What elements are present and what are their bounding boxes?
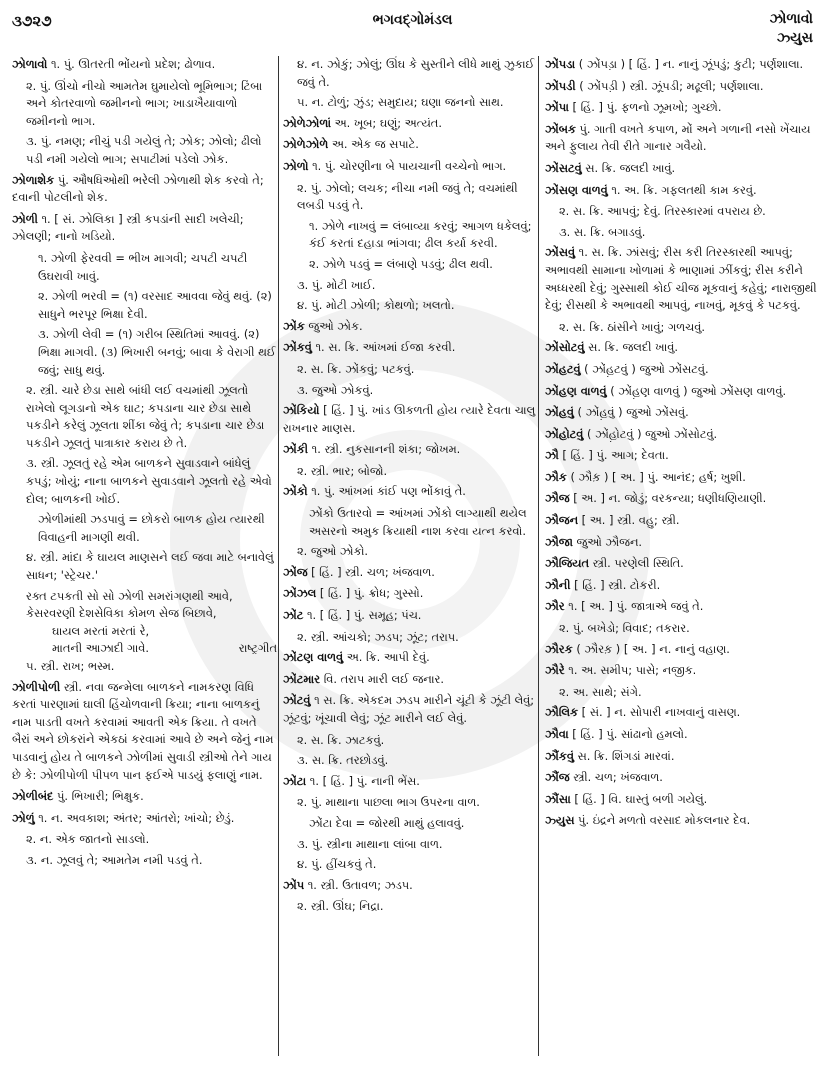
definition: [ હિં. ] પું. ક્રોધ; ગુસ્સો. — [316, 586, 424, 601]
column-1 — [12, 56, 277, 1061]
sense-text: માતની આઝાદી ગાવે. — [52, 641, 149, 656]
headword: ઝોંપડા — [545, 57, 576, 71]
definition: સ્ત્રી. ચળ; ખંજવાળ. — [569, 770, 663, 785]
dictionary-entry — [283, 483, 538, 501]
definition: ૧. અ. ક્રિ. ગફલતથી કામ કરવું. — [607, 182, 757, 197]
dictionary-entry — [283, 607, 538, 625]
dictionary-entry — [545, 490, 817, 508]
sense-text: ૩. સ. ક્રિ. બગાડવું. — [559, 224, 646, 239]
headword: ઝૌવા — [545, 727, 569, 741]
sub-sense — [12, 852, 277, 870]
definition: ૧. સ્ત્રી. ઉતાવળ; ઝડપ. — [304, 877, 413, 892]
headword: ઝોંટણ વાળવું — [283, 650, 344, 665]
definition: ( ઝોંપડ઼ી ) સ્ત્રી. ઝૂંપડી; મઢૂલી; પર્ણશાલા. — [575, 78, 764, 93]
sense-text: ૪. ન. ઝોકું; ઝોલું; ઊંઘ કે સુસ્તીને લીધે માથું ઝુકાઈ જવું તે. — [297, 57, 535, 89]
headword: ઝૌલિક — [545, 705, 579, 720]
idiom — [12, 288, 277, 323]
dictionary-entry — [12, 56, 277, 74]
sense-text: ૨. ઝોળે પડવું = લંબાણે પડવું; ઢીલ થવી. — [309, 256, 493, 271]
definition: ( ઝોંહ઼ણ વાળવું ) જુઓ ઝોંસણ વાળવું. — [606, 383, 787, 398]
sense-text: કેસરવરણી દેશસેવિકા કોમળ સેજ બિછાવે, — [26, 606, 217, 621]
dictionary-entry — [545, 244, 817, 314]
idiom — [12, 511, 277, 546]
dictionary-entry — [545, 577, 817, 595]
dictionary-entry — [283, 692, 538, 727]
sub-sense — [12, 382, 277, 452]
definition: ૧. સ્ત્રી. નુકસાનની શંકા; જોખમ. — [308, 442, 461, 457]
sense-text: ૨. સ્ત્રી. ઊંઘ; નિદ્રા. — [297, 899, 384, 914]
sub-sense — [545, 203, 817, 221]
sub-sense — [283, 56, 538, 91]
column-divider — [278, 56, 279, 1056]
headword: ઝૌંકવું — [545, 748, 574, 763]
sense-text: ૨. સ્ત્રી. ચારે છેડા સાથે બાંધી લઈ વચમાંથી ઝૂલતો રાખેલો લૂગડાનો એક ઘાટ; કપડાના ચાર છેડા સાથે પકડીને કરેલું ઝૂલતા શીંકા જેવું તે; કપડાના ચાર છેડા પકડીને ઝૂલતું પાત્રાકાર કરાય છે તે. — [26, 383, 265, 450]
page-header — [0, 0, 825, 52]
guide-words — [770, 10, 813, 48]
sub-sense — [283, 94, 538, 112]
sub-sense — [283, 856, 538, 874]
dictionary-entry — [545, 662, 817, 680]
guide-word-last: ઝ્યુસ — [776, 30, 813, 46]
sense-text: ૨. સ. ક્રિ. ઝાટકવું. — [297, 732, 385, 747]
dictionary-entry — [545, 447, 817, 465]
definition: પું. ભિખારી; ભિક્ષુક. — [53, 789, 144, 804]
headword: ઝોંહોટવું — [545, 426, 584, 441]
headword: ઝોળેઝોળે — [283, 137, 329, 152]
dictionary-entry — [283, 585, 538, 603]
headword: ઝૌર — [545, 599, 565, 614]
sense-text: ૨. સ્ત્રી. આંચકો; ઝડપ; ઝૂંટ; તરાપ. — [297, 629, 459, 644]
dictionary-entry — [283, 115, 538, 133]
sub-sense — [12, 549, 277, 584]
headword: ઝૌજન — [545, 513, 579, 528]
verse-line — [12, 623, 277, 641]
dictionary-entry — [545, 361, 817, 379]
definition: અ. ક્રિ. આપી દેવું. — [343, 650, 430, 665]
headword: ઝૌરે — [545, 663, 565, 678]
sense-text: ૨. અ. સાથે; સંગે. — [559, 684, 642, 699]
definition: પું. ઇંદ્રને મળતો વરસાદ મોકલનાર દેવ. — [574, 813, 751, 828]
definition: [ હિં. ] વિ. ઘાસ્તું બળી ગયેલું. — [570, 791, 708, 806]
headword: ઝોળીબંદ — [12, 789, 54, 804]
definition: પું. ઔષધિઓથી ભરેલી ઝોળાથી શેક કરવો તે; દવાની પોટલીનો શેક. — [12, 172, 264, 205]
definition: વિ. તરાપ મારી લઈ જનાર. — [320, 671, 445, 686]
headword: ઝોંહટવું — [545, 361, 581, 376]
sense-text: ૨. પું. ઊંચો નીચો આમતેમ ઘુમાયેલો ભૂમિભાગ; ટિંબા અને કોતરવાળો જમીનનો ભાગ; ખાડાખૈયાવાળો જમીનનો ભાગ. — [26, 78, 263, 128]
dictionary-entry — [545, 791, 817, 809]
headword: ઝોંહવું — [545, 405, 574, 420]
headword: ઝૌજિયત — [545, 556, 590, 571]
definition: જુઓ ઝોક. — [304, 318, 363, 333]
sub-sense — [283, 898, 538, 916]
definition: પું. ગાતી વખતે કપાળ, મોં અને ગળાની નસો ખેંચાય અને ફુલાય તેવી રીતે ગાનાર ગવૈયો. — [545, 121, 811, 154]
headword: ઝૌ — [545, 448, 559, 463]
dictionary-entry — [545, 726, 817, 744]
definition: સ્ત્રી. પરણેલી સ્થિતિ. — [589, 556, 684, 571]
headword: ઝોંકો — [283, 484, 308, 499]
definition: [ સં. ] ન. સોપારી નાખવાનું વાસણ. — [578, 705, 741, 720]
sense-text: ૩. સ્ત્રી. ઝૂલતું રહે એમ બાળકને સુવાડવાને બાંધેલું કપડું; ખોયું; નાના બાળકને સુવાડવાને ઝૂલતો રહે એવો દોલ; બાળકની ખોઈ. — [26, 456, 272, 506]
sense-text: ૩. પું. નમણ; નીચું પડી ગયેલું તે; ઝોક; ઝોલો; ઢીલો પડી નમી ગયેલો ભાગ; સપાટીમાં પડેલો ઝોક. — [26, 134, 262, 166]
headword: ઝોંસણ વાળવું — [545, 182, 608, 197]
idiom — [283, 505, 538, 540]
definition: સ. ક્રિ. શિંગડાં મારવાં. — [573, 748, 675, 763]
sub-sense — [283, 361, 538, 379]
sense-text: ૫. ન. ટોળું; ઝુંડ; સમુદાય; ઘણા જનનો સાથ. — [297, 95, 504, 110]
sense-text: ૪. પું. મોટી ઝોળી; કોથળો; ખલતો. — [297, 298, 455, 313]
dictionary-entry — [545, 534, 817, 552]
sense-text: ૧. ઝોળે નાખવું = લંબાવ્યા કરવું; આગળ ધકેલવું; કંઈ કરતાં દહાડા ભાંગવા; ઢીલ કર્યા કરવી. — [309, 218, 532, 251]
headword: ઝૌંસા — [545, 791, 571, 806]
sense-text: ઝોંકો ઉતારવો = આંખમાં ઝોંકો લાગ્યાથી થયેલ અસરનો અમુક ક્રિયાથી નાશ કરવા યત્ન કરવો. — [309, 506, 527, 538]
sense-text: ઝોળીમાંથી ઝડપાવું = છોકરો બાળક હોય ત્યારથી વિવાહની માગણી થવી. — [38, 512, 265, 544]
definition: [ હિં. ] સ્ત્રી. ચળ; ખંજવાળ. — [307, 564, 435, 579]
headword: ઝૌંજ — [545, 770, 570, 785]
dictionary-entry — [12, 810, 277, 828]
book-title: ભગવદ્ગોમંડલ — [372, 12, 453, 28]
headword: ઝોંસવું — [545, 245, 576, 260]
sense-text: ૨. પું. માથાના પાછલા ભાગ ઉપરના વાળ. — [297, 795, 480, 810]
headword: ઝૌરક — [545, 641, 573, 656]
definition: અ. ખૂબ; ઘણું; અત્યંત. — [331, 115, 442, 130]
dictionary-entry — [283, 339, 538, 357]
sense-text: ૩. પું. મોટી ખાઈ. — [297, 277, 376, 292]
sense-text: ૨. સ. ક્રિ. આપવું; દેવું. તિરસ્કારમાં વપરાય છે. — [559, 204, 766, 219]
headword: ઝોંકી — [283, 442, 309, 457]
dictionary-entry — [545, 748, 817, 766]
headword: ઝૌની — [545, 577, 571, 592]
definition: [ અ. ] સ્ત્રી. વહુ; સ્ત્રી. — [578, 513, 680, 528]
sub-sense — [12, 455, 277, 508]
definition: ૧. [ સં. ઝોલિકા ] સ્ત્રી કપડાંની સાદી ખલેચી; ઝોલણી; નાનો ખડિયો. — [12, 211, 244, 244]
idiom — [283, 256, 538, 274]
dictionary-entry — [545, 641, 817, 659]
dictionary-entry — [545, 383, 817, 401]
dictionary-entry — [545, 121, 817, 156]
headword: ઝોંટ — [283, 608, 304, 623]
headword: ઝૌક — [545, 469, 567, 484]
definition: ૧. [ હિં. ] પું. નાની ભેંસ. — [306, 773, 420, 788]
headword: ઝોંકવું — [283, 340, 312, 355]
sense-text: ૨. પું. ઝોલો; લચક; નીચા નમી જવું તે; વચમાંથી લબડી પડવું તે. — [297, 180, 518, 213]
sub-sense — [545, 684, 817, 702]
definition: ૧. ન. અવકાશ; અંતર; આંતરો; ખાંચો; છેડું. — [34, 810, 235, 825]
headword: ઝોંટા — [283, 773, 307, 788]
dictionary-entry — [545, 56, 817, 74]
dictionary-entry — [12, 172, 277, 207]
headword: ઝોંપ — [283, 877, 305, 892]
headword: ઝોળાવો — [12, 57, 48, 71]
sense-text: ૩. જુઓ ઝોકવું. — [297, 382, 374, 397]
dictionary-entry — [283, 877, 538, 895]
dictionary-entry — [283, 402, 538, 437]
sub-sense — [283, 836, 538, 854]
sub-sense — [283, 794, 538, 812]
sub-sense — [283, 382, 538, 400]
definition: ૧. સ. ક્રિ. આંખમાં ઈજા કરવી. — [311, 340, 456, 355]
sub-sense — [545, 620, 817, 638]
verse-line — [12, 588, 277, 606]
sense-text: ૨. સ. ક્રિ. ઝોંકવું; પટકવું. — [297, 361, 415, 376]
sense-text: ૨. સ. ક્રિ. ઠાંસીને ખાવું; ગળચવું. — [559, 319, 706, 334]
headword: ઝોંક — [283, 318, 305, 333]
sense-text: ૧. ઝોળી ફેરવવી = ભીખ માગવી; ચપટી ચપટી ઉઘરાવી ખાવું. — [38, 250, 248, 283]
sub-sense — [283, 180, 538, 215]
definition: ૧. પું. આંખમાં કાંઈ પણ ભોંકાવું તે. — [307, 484, 466, 499]
dictionary-entry — [545, 78, 817, 96]
sub-sense — [283, 543, 538, 561]
guide-word-first: ઝોળાવો — [769, 11, 813, 27]
headword: ઝોંટમાર — [283, 671, 321, 686]
sense-text: ઝોંટા દેવા = જોરથી માથું હલાવવું. — [309, 815, 465, 830]
verse-line — [12, 605, 277, 623]
definition: ૧. પું. ઊતરતી ભોંયનો પ્રદેશ; ઢોળાવ. — [47, 57, 216, 71]
sense-text: ૨. સ્ત્રી. ભાર; બોજો. — [297, 463, 388, 478]
verse-source: રાષ્ટ્રગીત — [238, 641, 277, 656]
definition: સ્ત્રી. નવા જન્મેલા બાળકને નામકરણ વિધિ કરતાં પારણામાં ઘાલી હિંચોળવાની ક્રિયા; નાના બાળકનું નામ પાડતી વખતે કરવામાં આવતી એક ક્રિયા. તે વખતે બૈરાં અને છોકરાંને એકઠાં કરવામાં આવે છે અને જેનું નામ પાડવાનું હોય તે બાળકને ઝોળીમાં સુવાડી સ્ત્રીઓ તેને ગાય છે કે: ઝોળીપોળી પીપળ પાન ફઈએ પાડયું ફલાણું નામ. — [12, 679, 274, 782]
definition: ૧. પું. ચોરણીના બે પાયચાની વચ્ચેનો ભાગ. — [308, 158, 507, 173]
verse-line — [12, 640, 277, 658]
dictionary-entry — [283, 136, 538, 154]
dictionary-entry — [283, 441, 538, 459]
sub-sense — [283, 752, 538, 770]
headword: ઝોંપા — [545, 100, 569, 115]
sense-text: ૨. પું. બખેડો; વિવાદ; તકરાર. — [559, 621, 690, 636]
dictionary-columns — [0, 56, 825, 1061]
dictionary-entry — [545, 99, 817, 117]
headword: ઝૌજ — [545, 491, 570, 506]
dictionary-entry — [545, 339, 817, 357]
idiom — [283, 218, 538, 253]
sense-text: ૩. પું. સ્ત્રીના માથાના લાંબા વાળ. — [297, 836, 443, 851]
definition: ૧. [ અ. ] પું. જાત્રાએ જવું તે. — [564, 599, 704, 614]
dictionary-entry — [12, 679, 277, 785]
definition: અ. એક જ સપાટે. — [328, 137, 419, 152]
dictionary-entry — [283, 649, 538, 667]
sense-text: ૪. પું. હીંચકવું તે. — [297, 857, 377, 872]
sub-sense — [283, 297, 538, 315]
dictionary-entry — [545, 769, 817, 787]
sub-sense — [12, 658, 277, 676]
dictionary-entry — [283, 773, 538, 791]
headword: ઝોળીપોળી — [12, 679, 61, 694]
definition: [ હિં. ] સ્ત્રી. ટોકરી. — [570, 577, 661, 592]
sub-sense — [12, 133, 277, 168]
idiom — [12, 250, 277, 285]
dictionary-entry — [283, 564, 538, 582]
column-divider — [538, 56, 539, 1056]
sense-text: ૩. ન. ઝૂલવું તે; આમતેમ નમી પડવું તે. — [26, 852, 203, 867]
dictionary-entry — [545, 598, 817, 616]
sub-sense — [283, 629, 538, 647]
sub-sense — [545, 319, 817, 337]
sense-text: ૨. ન. એક જાતનો સાડલો. — [26, 832, 150, 847]
headword: ઝોંસટવું — [545, 160, 582, 175]
sub-sense — [12, 831, 277, 849]
dictionary-entry — [283, 671, 538, 689]
definition: સ. ક્રિ. જલદી ખાવું. — [581, 160, 676, 175]
headword: ઝ્યુસ — [545, 813, 575, 828]
definition: [ હિં. ] પું. સાંઢાનો હમલો. — [568, 727, 688, 741]
headword: ઝોંકિયો — [283, 403, 320, 418]
definition: ૧. [ હિં. ] પું. સમૂહ; પંચ. — [303, 608, 422, 623]
dictionary-entry — [545, 812, 817, 830]
headword: ઝોળું — [12, 810, 35, 825]
dictionary-entry — [283, 318, 538, 336]
sense-text: ૨. ઝોળી ભરવી = (૧) વરસાદ આવવા જેવું થવું. (૨) સાધુને ભરપૂર ભિક્ષા દેવી. — [38, 289, 272, 321]
definition: ( ઝોંપડ઼ા ) [ હિં. ] ન. નાનું ઝૂંપડું; કુટી; પર્ણશાલા. — [575, 57, 804, 71]
definition: ૧. અ. સમીપ; પાસે; નજીક. — [564, 663, 697, 678]
headword: ઝોંટવું — [283, 693, 311, 708]
sub-sense — [283, 277, 538, 295]
definition: ૧. સ. ક્રિ. ઝાંસવું; રીસ કરી તિરસ્કારથી આપવું; અભાવથી સામાના ખોળામાં કે ભાણામાં ઝીંકવું; રીસ કરીને અધ્ધરથી દેવું; ગુસ્સાથી કોઈ ચીજ મૂકવાનું કહેવું; નારાજીથી દેવું; રીસથી કે અભાવથી આપવું, નાખવું, મૂકવું કે પટકવું. — [545, 245, 817, 313]
dictionary-entry — [545, 512, 817, 530]
column-2 — [283, 56, 538, 1061]
sub-sense — [283, 463, 538, 481]
headword: ઝોળાશેક — [12, 172, 55, 187]
headword: ઝોંબક — [545, 121, 576, 136]
dictionary-entry — [545, 555, 817, 573]
sense-text: ૫. સ્ત્રી. રાખ; ભસ્મ. — [26, 659, 115, 673]
dictionary-entry — [545, 426, 817, 444]
idiom — [283, 815, 538, 833]
dictionary-entry — [545, 182, 817, 200]
definition: [ અ. ] ન. જોડું; વરકન્યા; ધણીધણિયાણી. — [569, 491, 767, 506]
definition: ૧ સ. ક્રિ. એકદમ ઝડપ મારીને ચૂંટી કે ઝૂંટી લેવું; ઝૂંટવું; ખૂંચાવી લેવું; ઝૂંટ મારીને લઈ લેવું. — [283, 693, 535, 725]
definition: સ. ક્રિ. જલદી ખાવું. — [584, 340, 678, 355]
definition: જુઓ ઝૌજન. — [572, 534, 643, 549]
headword: ઝોળેઝોળાં — [283, 115, 331, 130]
dictionary-entry — [12, 211, 277, 246]
definition: [ હિં. ] પું. આગ; દેવતા. — [558, 448, 669, 463]
sense-text: ઘાયલ મરતાં મરતાં રે, — [52, 623, 150, 638]
headword: ઝોંપડી — [545, 78, 576, 93]
definition: ( ઝોંહ઼વું ) જુઓ ઝોંસવું. — [573, 405, 689, 420]
dictionary-entry — [545, 160, 817, 178]
dictionary-entry — [545, 704, 817, 722]
definition: ( ઝોંહ઼ોટવું ) જુઓ ઝોંસોટવું. — [583, 426, 718, 441]
sub-sense — [283, 732, 538, 750]
sense-text: ૪. સ્ત્રી. માંદા કે ઘાયલ માણસને લઈ જવા માટે બનાવેલું સાધન; 'સ્ટ્રેચર.' — [26, 550, 274, 583]
sense-text: ૨. જુઓ ઝોકો. — [297, 544, 369, 559]
page-number: ૩૭૨૭ — [12, 12, 52, 30]
definition: ( ઝોંહ઼ટવું ) જુઓ ઝોંસટવું. — [580, 361, 709, 376]
column-3 — [545, 56, 817, 1061]
sub-sense — [12, 78, 277, 131]
headword: ઝોંજ — [283, 564, 308, 579]
definition: ( ઝૌરક઼ ) [ અ. ] ન. નાનું વહાણ. — [572, 641, 730, 656]
idiom — [12, 326, 277, 379]
headword: ઝૌજા — [545, 534, 573, 549]
headword: ઝોંહણ વાળવું — [545, 383, 607, 398]
dictionary-entry — [12, 788, 277, 806]
dictionary-entry — [545, 404, 817, 422]
sense-text: ૩. ઝોળી લેવી = (૧) ગરીબ સ્થિતિમાં આવવું. (૨) ભિક્ષા માગવી. (૩) ભિખારી બનવું; બાવા કે વેરાગી થઈ જવું; સાધુ થવું. — [38, 327, 276, 377]
headword: ઝોળો — [283, 158, 309, 173]
definition: [ હિં. ] પું. ખાંડ ઊકળતી હોય ત્યારે દેવતા ચાલુ રાખનાર માણસ. — [283, 403, 536, 435]
headword: ઝોંઝલ — [283, 586, 317, 601]
headword: ઝોળી — [12, 211, 38, 226]
definition: ( ઝૌક઼ ) [ અ. ] પું. આનંદ; હર્ષ; ખુશી. — [566, 469, 746, 484]
sub-sense — [545, 224, 817, 242]
headword: ઝોંસોટવું — [545, 340, 585, 355]
dictionary-entry — [283, 158, 538, 176]
sense-text: ૩. સ. ક્રિ. તરછોડવું. — [297, 753, 389, 768]
sense-text: રક્ત ટપકતી સો સો ઝોળી સમરાંગણથી આવે, — [26, 588, 233, 603]
definition: [ હિં. ] પું. ફળનો ઝૂમખો; ગુચ્છો. — [568, 100, 722, 115]
dictionary-entry — [545, 469, 817, 487]
